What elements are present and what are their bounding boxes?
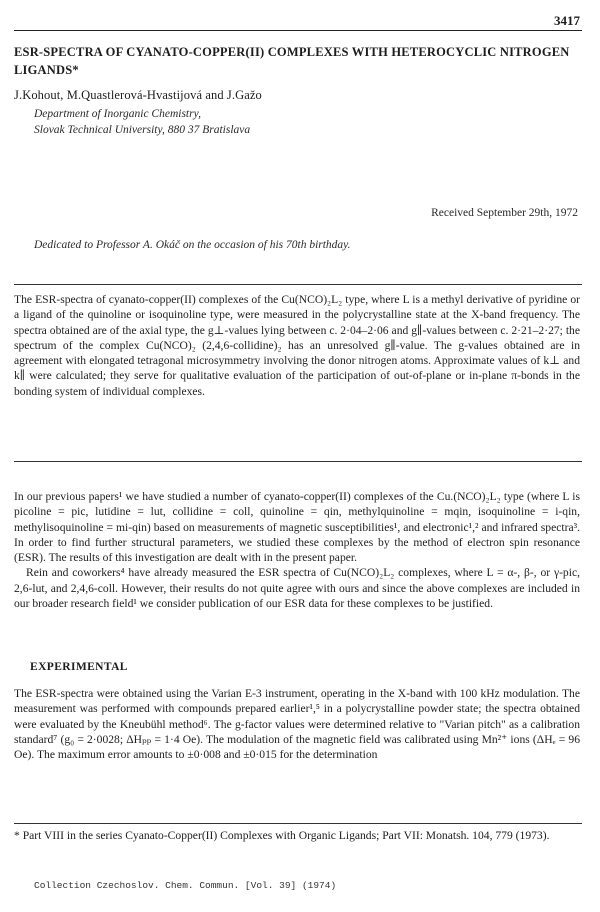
affiliation — [34, 106, 250, 138]
intro-paragraph-2: Rein and coworkers⁴ have already measured the ESR spectra of Cu(NCO)₂L₂ complexes, where L = α-, β-, or γ-pic, 2,6-lut, and 2,4,6-coll. However, their results do not quite agree with ours and since the above complexes are included in our broader research field¹ we consider publication of our ESR data for these complexes to be justified. — [14, 566, 580, 611]
intro-paragraph-1: In our previous papers¹ we have studied a number of cyanato-copper(II) complexes of the Cu.(NCO)₂L₂ type (where L is picoline = pic, lutidine = lut, collidine = coll, quinoline = qin, methylquinoline = mqin, isoquinoline = i-qin, methylisoquinoline = mi-qin) based on measurements of magnetic susceptibilities¹, and electronic¹,² and infrared spectra³. In order to find further structural parameters, we studied these complexes by the method of electron spin resonance (ESR). The results of this investigation are dealt with in the present paper. — [14, 490, 580, 565]
affiliation-university: Slovak Technical University, 880 37 Bratislava — [34, 124, 251, 136]
page-number: 3417 — [554, 13, 580, 28]
section-heading-experimental: EXPERIMENTAL — [30, 661, 128, 673]
footnote-rule — [14, 823, 582, 824]
affiliation-department: Department of Inorganic Chemistry, — [34, 108, 201, 120]
header-rule — [14, 30, 582, 31]
journal-footer: Collection Czechoslov. Chem. Commun. [Vol. 39] (1974) — [34, 880, 337, 891]
authors: J.Kohout, M.Quastlerová-Hvastijová and J.Gažo — [14, 88, 262, 102]
article-title: ESR-SPECTRA OF CYANATO-COPPER(II) COMPLEXES WITH HETEROCYCLIC NITROGEN LIGANDS* — [14, 45, 570, 77]
footnote: * Part VIII in the series Cyanato-Copper(II) Complexes with Organic Ligands; Part VII: Monatsh. 104, 779 (1973). — [14, 829, 550, 842]
abstract-top-rule — [14, 284, 582, 285]
abstract-bottom-rule — [14, 461, 582, 462]
introduction — [14, 489, 580, 611]
abstract: The ESR-spectra of cyanato-copper(II) complexes of the Cu(NCO)₂L₂ type, where L is a methyl derivative of pyridine or a ligand of the quinoline or isoquinoline type, were measured in the polycrystalline state at the X-band frequency. The spectra obtained are of the axial type, the g⊥-values lying between c. 2·04–2·06 and g∥-values between c. 2·21–2·27; the spectrum of the complex Cu(NCO)₂ (2,4,6-collidine)₂ has an unresolved g∥-value. The g-values obtained are in agreement with elongated tetragonal microsymmetry involving the donor nitrogen atoms. Approximate values of k⊥ and k∥ were calculated; they serve for qualitative evaluation of the participation of out-of-plane or in-plane π-bonds in the bonding system of individual complexes. — [14, 293, 580, 398]
received-date: Received September 29th, 1972 — [431, 207, 578, 219]
dedication: Dedicated to Professor A. Okáč on the occasion of his 70th birthday. — [34, 239, 351, 251]
experimental-text: The ESR-spectra were obtained using the Varian E-3 instrument, operating in the X-band with 100 kHz modulation. The measurement was performed with compounds prepared earlier¹,⁵ in a polycrystalline powder state; the spectra obtained were evaluated by the Kneubühl method⁶. The g-factor values were determined relative to "Varian pitch" as a calibration standard⁷ (g₀ = 2·0028; ΔHₚₚ = 1·4 Oe). The modulation of the magnetic field was calibrated using Mn²⁺ ions (ΔHₑ = 96 Oe). The maximum error amounts to ±0·008 and ±0·015 for the determination — [14, 687, 580, 762]
